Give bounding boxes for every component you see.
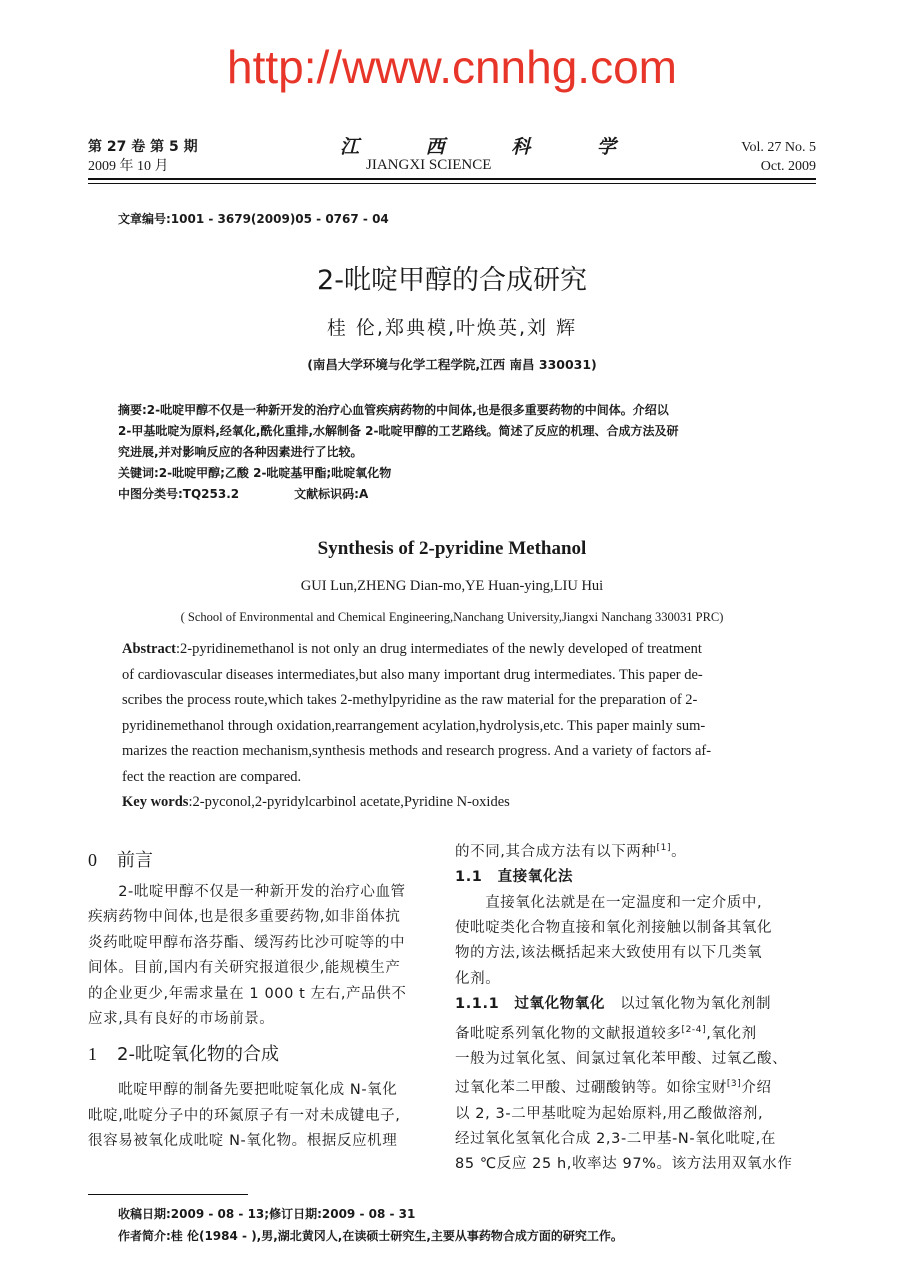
paragraph-line: 一般为过氧化氢、间氯过氧化苯甲酸、过氧乙酸、 bbox=[455, 1050, 788, 1067]
paragraph-line: 吡啶,吡啶分子中的环氮原子有一对未成键电子, bbox=[88, 1107, 401, 1124]
citation: [3] bbox=[726, 1079, 742, 1090]
abstract-en-line: :2-pyridinemethanol is not only an drug intermediates of the newly developed of treatment bbox=[175, 641, 702, 657]
journal-title-cn: 江 西 科 学 bbox=[340, 136, 646, 158]
citation: [2-4] bbox=[681, 1024, 707, 1035]
title-cn: 2-吡啶甲醇的合成研究 bbox=[317, 265, 587, 296]
paragraph-line: 吡啶甲醇的制备先要把吡啶氧化成 N-氧化 bbox=[88, 1082, 398, 1099]
keywords-en: :2-pyconol,2-pyridylcarbinol acetate,Pyridine N-oxides bbox=[188, 794, 510, 810]
abstract-en-line: fect the reaction are compared. bbox=[122, 768, 302, 785]
abstract-cn-line: 2-甲基吡啶为原料,经氧化,酰化重排,水解制备 2-吡啶甲醇的工艺路线。简述了反应的机理、合成方法及研 bbox=[118, 424, 679, 438]
citation: [1] bbox=[656, 843, 672, 853]
received-date: 收稿日期:2009 - 08 - 13;修订日期:2009 - 08 - 31 bbox=[118, 1207, 416, 1221]
left-column bbox=[88, 846, 443, 1155]
paragraph-line: 使吡啶类化合物直接和氧化剂接触以制备其氧化 bbox=[455, 920, 773, 937]
section-0-number: 0 bbox=[88, 850, 97, 870]
paragraph-line: 化剂。 bbox=[455, 970, 501, 987]
paragraph-line: 的企业更少,年需求量在 1 000 t 左右,产品供不 bbox=[88, 985, 407, 1002]
right-column bbox=[455, 836, 817, 1178]
section-0-title: 前言 bbox=[117, 850, 153, 871]
volume-issue: 第 27 卷 第 5 期 bbox=[88, 139, 198, 155]
keywords-cn: 关键词:2-吡啶甲醇;乙酸 2-吡啶基甲酯;吡啶氧化物 bbox=[118, 466, 392, 480]
watermark: http://www.cnnhg.com bbox=[227, 41, 677, 93]
paragraph-line: 很容易被氧化成吡啶 N-氧化物。根据反应机理 bbox=[88, 1133, 398, 1150]
paragraph-line: 备吡啶系列氧化物的文献报道较多 bbox=[455, 1025, 682, 1042]
abstract-cn-line: 摘要:2-吡啶甲醇不仅是一种新开发的治疗心血管疾病药物的中间体,也是很多重要药物的中间体。介绍以 bbox=[118, 403, 669, 417]
subsection-1-1-title: 1.1 直接氧化法 bbox=[455, 869, 574, 886]
issue-date: 2009 年 10 月 bbox=[88, 159, 169, 174]
paragraph-line: 以 2, 3-二甲基吡啶为起始原料,用乙酸做溶剂, bbox=[455, 1105, 764, 1122]
affiliation-cn: (南昌大学环境与化学工程学院,江西 南昌 330031) bbox=[307, 357, 597, 372]
affiliation-en: ( School of Environmental and Chemical Engineering,Nanchang University,Jiangxi Nanchang 330031 PRC) bbox=[180, 610, 724, 624]
paragraph-line: 2-吡啶甲醇不仅是一种新开发的治疗心血管 bbox=[88, 884, 406, 900]
paragraph-line: 85 ℃反应 25 h,收率达 97%。该方法用双氧水作 bbox=[455, 1156, 793, 1173]
paragraph-line: ,氧化剂 bbox=[706, 1025, 757, 1042]
footnote-rule bbox=[88, 1194, 248, 1195]
paragraph-line: 间体。目前,国内有关研究报道很少,能规模生产 bbox=[88, 960, 401, 977]
abstract-en-line: marizes the reaction mechanism,synthesis methods and research progress. And a variety of factors af- bbox=[122, 743, 712, 759]
journal-title-en: JIANGXI SCIENCE bbox=[366, 157, 492, 173]
abstract-cn bbox=[118, 400, 679, 505]
abstract-en bbox=[122, 637, 777, 816]
author-bio: 作者简介:桂 伦(1984 - ),男,湖北黄冈人,在读硕士研究生,主要从事药物合成方面的研究工作。 bbox=[118, 1229, 623, 1243]
section-1-title: 2-吡啶氧化物的合成 bbox=[117, 1044, 279, 1066]
keywords-en-label: Key words bbox=[122, 794, 189, 810]
authors-cn: 桂 伦,郑典模,叶焕英,刘 辉 bbox=[326, 317, 578, 339]
header-rule bbox=[88, 178, 816, 180]
paragraph-line: 的不同,其合成方法有以下两种 bbox=[455, 843, 657, 860]
subsection-1-1-1-title: 1.1.1 过氧化物氧化 bbox=[455, 996, 605, 1013]
paragraph-line: 经过氧化氢氧化合成 2,3-二甲基-N-氧化吡啶,在 bbox=[455, 1130, 776, 1147]
abstract-en-line: scribes the process route,which takes 2-methylpyridine as the raw material for the preparation of 2- bbox=[122, 692, 698, 708]
paragraph-line: 疾病药物中间体,也是很多重要药物,如非甾体抗 bbox=[88, 909, 401, 926]
abstract-cn-line: 究进展,并对影响反应的各种因素进行了比较。 bbox=[118, 445, 363, 459]
authors-en: GUI Lun,ZHENG Dian-mo,YE Huan-ying,LIU Hui bbox=[300, 578, 604, 594]
paragraph-line: 过氧化苯二甲酸、过硼酸钠等。如徐宝财 bbox=[455, 1080, 727, 1097]
abstract-en-label: Abstract bbox=[122, 641, 176, 657]
paragraph-line: 炎药吡啶甲醇布洛芬酯、缓泻药比沙可啶等的中 bbox=[88, 934, 406, 951]
volume-en: Vol. 27 No. 5 bbox=[741, 140, 816, 155]
punctuation: 。 bbox=[671, 843, 687, 860]
title-en: Synthesis of 2-pyridine Methanol bbox=[317, 538, 587, 559]
document-code: 文献标识码:A bbox=[294, 487, 369, 501]
date-en: Oct. 2009 bbox=[760, 159, 816, 174]
paragraph-line: 直接氧化法就是在一定温度和一定介质中, bbox=[455, 894, 763, 911]
paragraph-line: 物的方法,该法概括起来大致使用有以下几类氧 bbox=[455, 945, 763, 962]
section-1-number: 1 bbox=[88, 1044, 97, 1065]
article-id: 文章编号:1001 - 3679(2009)05 - 0767 - 04 bbox=[118, 212, 389, 226]
paragraph-line: 以过氧化物为氧化剂制 bbox=[604, 996, 772, 1013]
clc-number: 中图分类号:TQ253.2 bbox=[118, 487, 240, 501]
abstract-en-line: pyridinemethanol through oxidation,rearrangement acylation,hydrolysis,etc. This paper mainly sum- bbox=[122, 717, 706, 734]
header-rule-thin bbox=[88, 183, 816, 184]
paragraph-line: 应求,具有良好的市场前景。 bbox=[88, 1011, 275, 1028]
abstract-en-line: of cardiovascular diseases intermediates,but also many important drug intermediates. This paper de- bbox=[122, 666, 703, 683]
paragraph-line: 介绍 bbox=[741, 1080, 772, 1097]
